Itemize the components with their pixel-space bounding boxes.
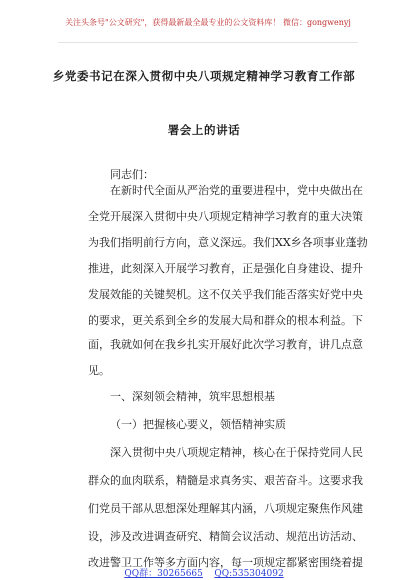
qq-group-link[interactable]: QQ群：30265665: [124, 569, 203, 579]
section-heading: 一、深刻领会精神，筑牢思想根基: [110, 390, 275, 403]
salutation: 同志们：: [110, 168, 154, 181]
header-promo-text: 关注头条号"公文研究"，获得最新最全最专业的公文资料库！ 微信：gongwenyj: [65, 18, 351, 27]
body-line: 深入贯彻中央八项规定精神，核心在于保持党同人民: [110, 446, 363, 459]
subsection-heading: （一）把握核心要义，领悟精神实质: [110, 418, 286, 431]
body-line: 群众的血肉联系，精髓是求真务实、艰苦奋斗。这要求我: [88, 474, 363, 487]
page-footer: [0, 566, 408, 580]
body-line: 推进，此刻深入开展学习教育，正是强化自身建设、提升: [88, 262, 363, 275]
body-line: 在新时代全面从严治党的重要进程中，党中央做出在: [110, 184, 363, 197]
body-line: 见。: [88, 364, 110, 377]
footer-contact: [0, 566, 408, 579]
body-line: 改进警卫工作等多方面内容，每一项规定都紧密围绕着提: [88, 556, 363, 569]
body-line: 全党开展深入贯彻中央八项规定精神学习教育的重大决策: [88, 210, 363, 223]
body-line: 的要求，更关系到全乡的发展大局和群众的根本利益。下: [88, 314, 363, 327]
body-line: 面，我就如何在我乡扎实开展好此次学习教育，讲几点意: [88, 338, 363, 351]
body-line: 为我们指明前行方向，意义深远。我们XX乡各项事业蓬勃: [88, 236, 368, 249]
body-line: 设，涉及改进调查研究、精简会议活动、规范出访活动、: [88, 530, 363, 543]
body-line: 们党员干部从思想深处理解其内涵，八项规定聚焦作风建: [88, 502, 363, 515]
document-title-line-1: 乡党委书记在深入贯彻中央八项规定精神学习教育工作部: [52, 69, 356, 83]
qq-contact-link[interactable]: QQ:535304092: [214, 569, 284, 579]
body-line: 发展效能的关键契机。这不仅关乎我们能否落实好党中央: [88, 288, 363, 301]
page-header: [58, 14, 358, 43]
document-title-line-2: 署会上的讲话: [167, 123, 241, 137]
